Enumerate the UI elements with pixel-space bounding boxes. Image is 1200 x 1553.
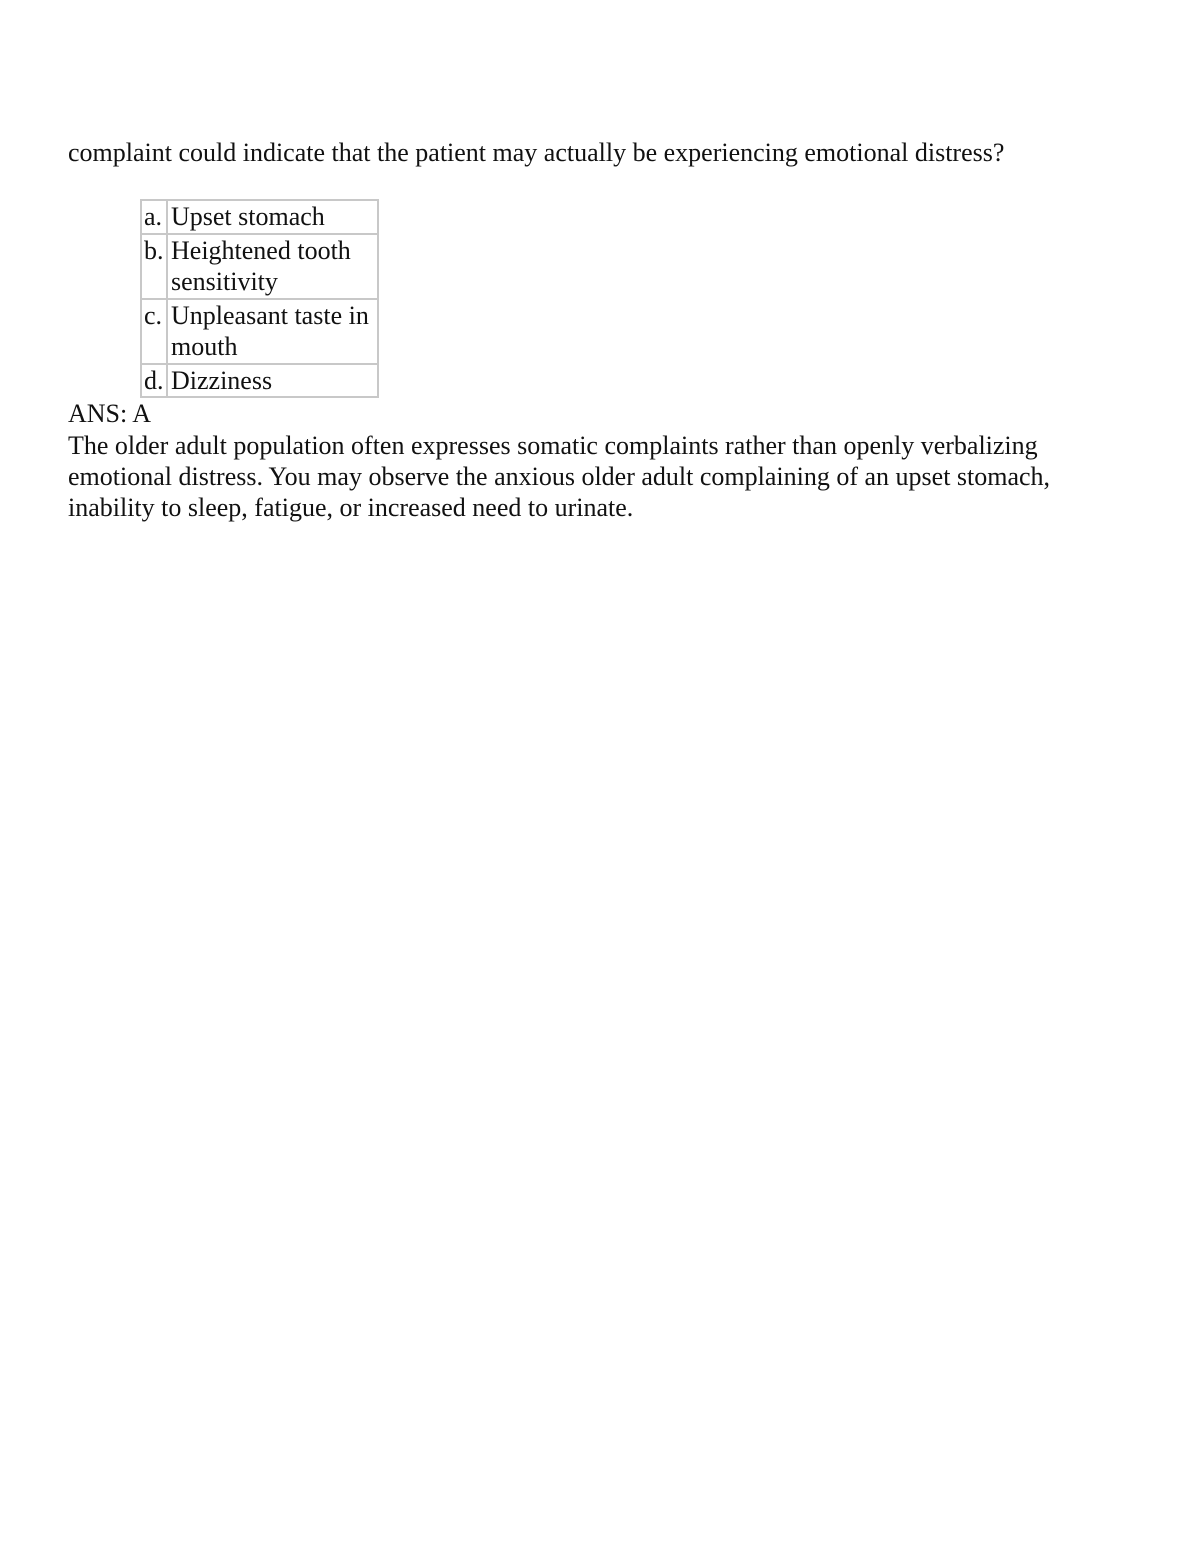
option-row-c [141, 299, 378, 364]
option-letter: a. [141, 200, 167, 234]
question-text: complaint could indicate that the patient may actually be experiencing emotional distress? [68, 138, 1005, 167]
option-letter: d. [141, 364, 167, 398]
option-row-b [141, 234, 378, 299]
option-text: Unpleasant taste in mouth [167, 299, 378, 364]
option-letter: c. [141, 299, 167, 364]
option-row-a [141, 200, 378, 234]
option-text: Heightened tooth sensitivity [167, 234, 378, 299]
rationale-text: The older adult population often expresses somatic complaints rather than openly verbalizing emotional distress. You may observe the anxious older adult complaining of an upset stomach, inability to sleep, fatigue, or increased need to urinate. [68, 431, 1051, 522]
answer-options-table [140, 199, 379, 398]
option-row-d [141, 364, 378, 398]
answer-key: ANS: A [68, 399, 152, 428]
option-letter: b. [141, 234, 167, 299]
option-text: Dizziness [167, 364, 378, 398]
option-text: Upset stomach [167, 200, 378, 234]
